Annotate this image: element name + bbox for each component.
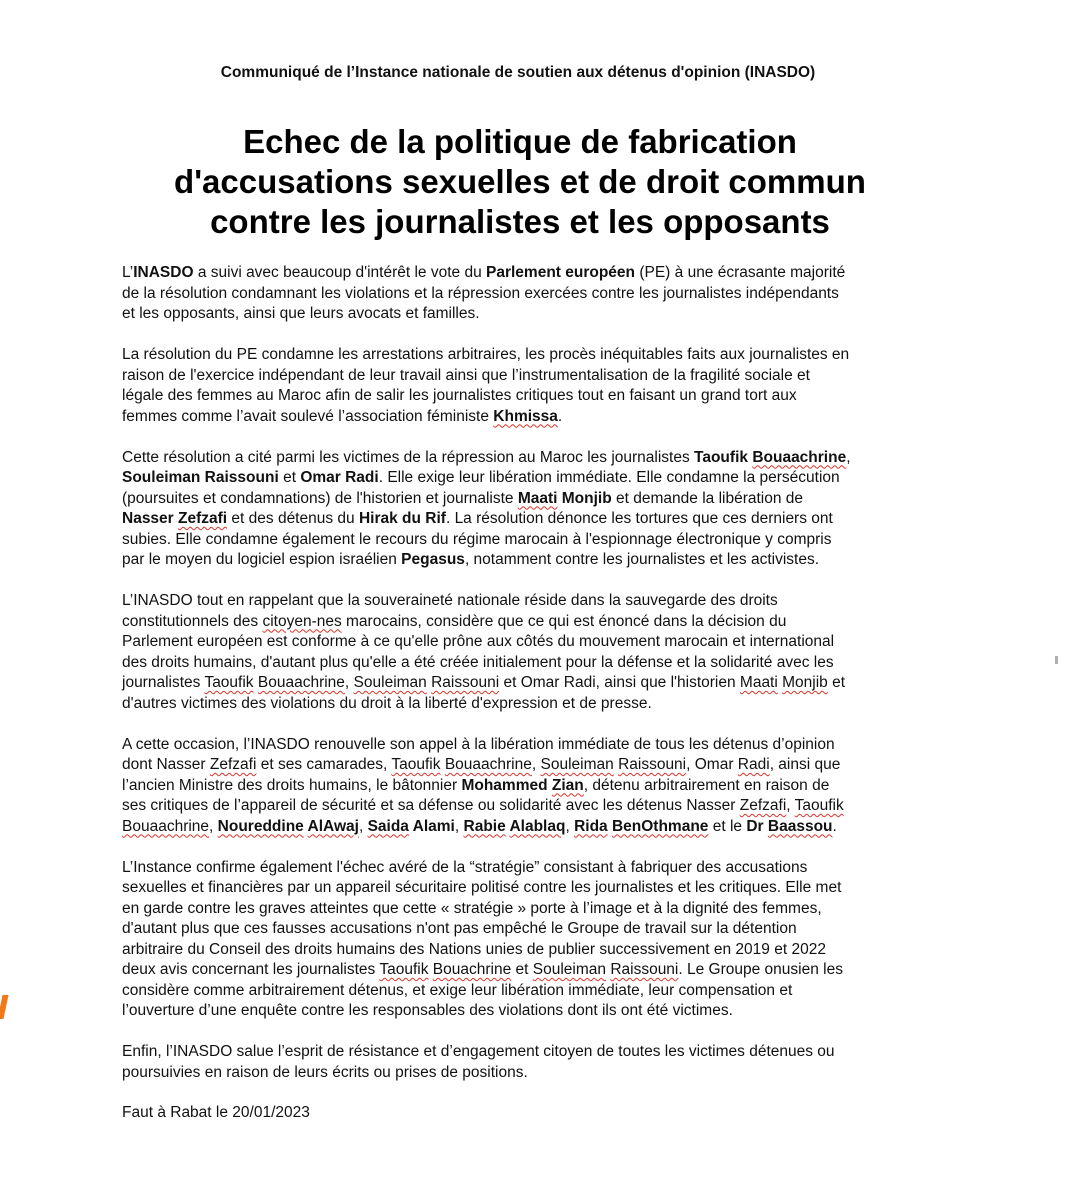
text-line: des droits humains, d'autant plus qu'elle a été créée initialement pour la défense et la solidarité avec les <box>122 653 834 671</box>
text-line: La résolution du PE condamne les arrestations arbitraires, les procès inéquitables faits aux journalistes en <box>122 346 850 363</box>
text-line: subies. Elle condamne également le recours du régime marocain à l'espionnage électronique y compris <box>122 530 832 548</box>
title-line: Echec de la politique de fabrication <box>243 123 797 160</box>
text-line: de la résolution condamnant les violations et la répression exercées contre les journalistes indépendants <box>122 284 839 302</box>
text-line: (poursuites et condamnations) de l'historien et journaliste Maati Monjib et demande la libération de <box>122 489 804 507</box>
text-line: Nasser Zefzafi et des détenus du Hirak du Rif. La résolution dénonce les tortures que ces derniers ont <box>122 510 833 527</box>
document-title <box>100 122 940 242</box>
text-line: Souleiman Raissouni et Omar Radi. Elle exige leur libération immédiate. Elle condamne la persécution <box>122 469 840 486</box>
text-line: L’INASDO a suivi avec beaucoup d'intérêt le vote du Parlement européen (PE) à une écrasante majorité <box>122 264 846 281</box>
edge-mark <box>1055 656 1058 664</box>
text-line: d'autant plus que ces fausses accusations n'ont pas empêché le Groupe de travail sur la détention <box>122 920 797 937</box>
text-line: L’INASDO tout en rappelant que la souveraineté nationale réside dans la sauvegarde des droits <box>122 592 778 609</box>
paragraph-4 <box>122 591 922 714</box>
paragraph-3 <box>122 448 922 571</box>
text-line: poursuivies en raison de leurs écrits ou prises de positions. <box>122 1063 528 1081</box>
paragraph-5 <box>122 735 922 838</box>
paragraph-6 <box>122 858 922 1022</box>
edge-decoration <box>0 995 9 1019</box>
text-line: arbitraire du Conseil des droits humains des Nations unies de publier successivement en 2019 et 2022 <box>122 940 826 958</box>
text-line: A cette occasion, l’INASDO renouvelle son appel à la libération immédiate de tous les détenus d’opinion <box>122 735 835 753</box>
paragraph-1 <box>122 263 922 325</box>
document-body <box>122 263 922 1104</box>
paragraph-2 <box>122 345 922 427</box>
text-line: Cette résolution a cité parmi les victimes de la répression au Maroc les journalistes Taoufik Bouaachrine, <box>122 448 851 466</box>
title-line: contre les journalistes et les opposants <box>210 203 830 240</box>
text-line: l’ancien Ministre des droits humains, le bâtonnier Mohammed Zian, détenu arbitrairement en raison de <box>122 776 830 794</box>
text-line: femmes comme l’avait soulevé l’association féministe Khmissa. <box>122 407 563 425</box>
text-line: d'autres victimes des violations du droit à la liberté d'expression et de presse. <box>122 694 652 712</box>
text-line: raison de l'exercice indépendant de leur travail ainsi que l’instrumentalisation de la fragilité sociale et <box>122 366 810 384</box>
text-line: par le moyen du logiciel espion israélien Pegasus, notamment contre les journalistes et les activistes. <box>122 551 820 568</box>
text-line: considère comme arbitrairement détenus, et exige leur libération immédiate, leur compensation et <box>122 981 793 999</box>
communique-header: Communiqué de l’Instance nationale de soutien aux détenus d'opinion (INASDO) <box>220 64 816 81</box>
text-line: dont Nasser Zefzafi et ses camarades, Taoufik Bouaachrine, Souleiman Raissouni, Omar Radi, ainsi que <box>122 756 841 773</box>
text-line: en garde contre les graves atteintes que cette « stratégie » porte à l’image et à la dignité des femmes, <box>122 899 822 917</box>
text-line: et les opposants, ainsi que leurs avocats et familles. <box>122 305 480 322</box>
text-line: sexuelles et financières par un appareil sécuritaire politisé contre les journalistes et les critiques. Elle met <box>122 879 842 896</box>
text-line: deux avis concernant les journalistes Taoufik Bouachrine et Souleiman Raissouni. Le Groupe onusien les <box>122 961 843 978</box>
text-line: L’Instance confirme également l'échec avéré de la “stratégie” consistant à fabriquer des accusations <box>122 858 808 876</box>
text-line: ses critiques de l’appareil de sécurité et sa défense ou solidarité avec les détenus Nasser Zefzafi, Taoufik <box>122 797 844 814</box>
text-line: Enfin, l’INASDO salue l’esprit de résistance et d’engagement citoyen de toutes les victimes détenues ou <box>122 1043 835 1060</box>
paragraph-7 <box>122 1042 922 1083</box>
text-line: l’ouverture d’une enquête contre les responsables des violations dont ils ont été victimes. <box>122 1002 733 1019</box>
text-line: légale des femmes au Maroc afin de salir les journalistes critiques tout en faisant un grand tort aux <box>122 387 797 404</box>
text-line: Parlement européen est conforme à ce qu'elle prône aux côtés du mouvement marocain et international <box>122 633 835 650</box>
title-line: d'accusations sexuelles et de droit commun <box>174 163 866 200</box>
text-line: Bouaachrine, Noureddine AlAwaj, Saida Alami, Rabie Alablaq, Rida BenOthmane et le Dr Baassou. <box>122 817 837 835</box>
date-place-line: Faut à Rabat le 20/01/2023 <box>122 1104 310 1121</box>
text-line: journalistes Taoufik Bouaachrine, Souleiman Raissouni et Omar Radi, ainsi que l'historien Maati Monjib et <box>122 674 846 691</box>
text-line: constitutionnels des citoyen-nes marocains, considère que ce qui est énoncé dans la décision du <box>122 612 787 630</box>
